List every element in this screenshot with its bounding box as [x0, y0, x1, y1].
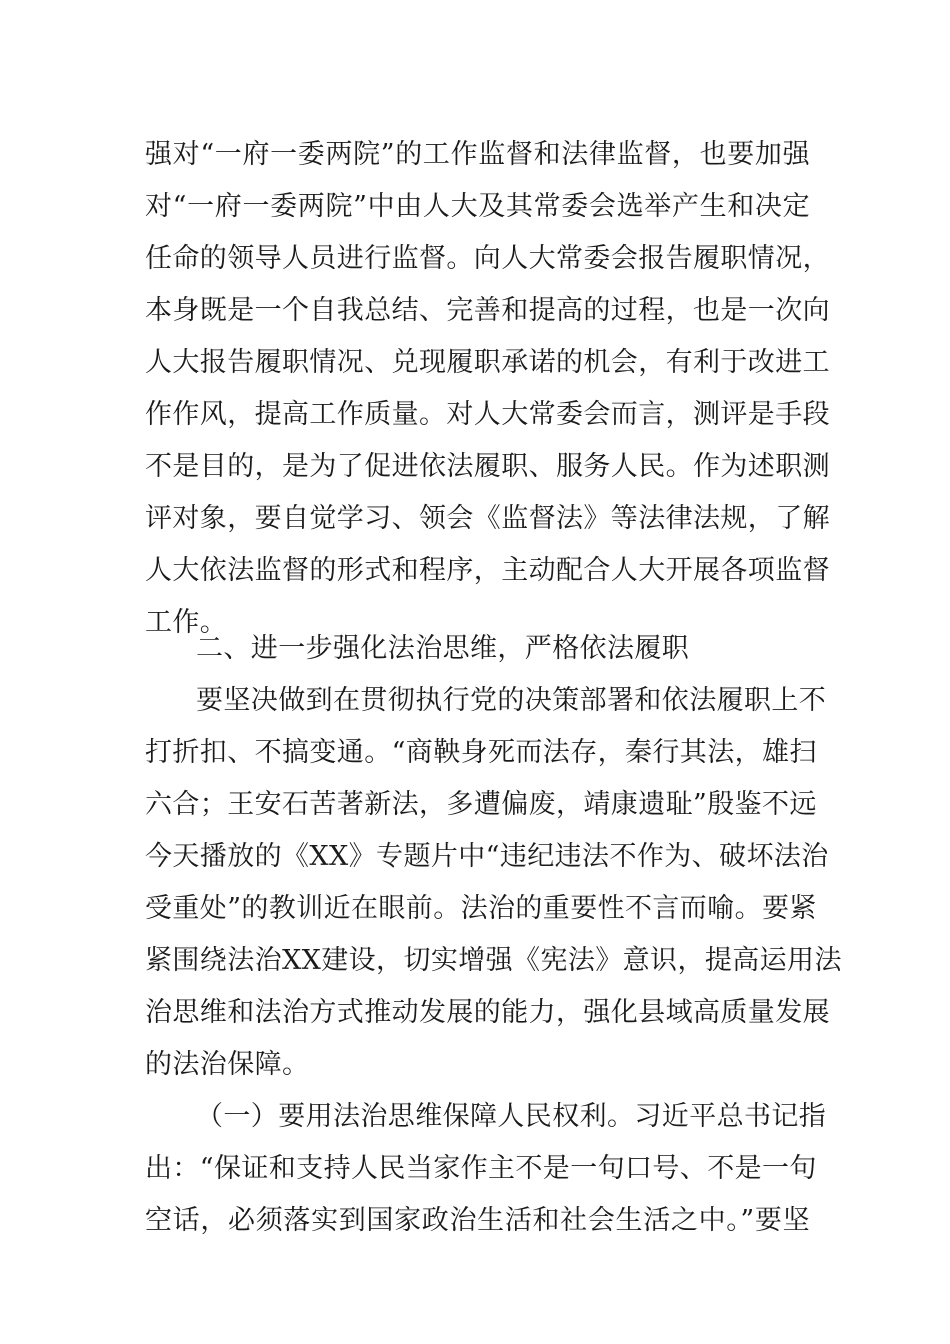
paragraph-line: 治思维和法治方式推动发展的能力，强化县域高质量发展	[145, 997, 830, 1028]
paragraph-line: 打折扣、不搞变通。“商鞅身死而法存，秦行其法，雄扫	[145, 737, 817, 768]
paragraph-line: 工作。	[145, 607, 228, 638]
paragraph-line: 任命的领导人员进行监督。向人大常委会报告履职情况，	[145, 243, 830, 274]
paragraph-line: 人大依法监督的形式和程序，主动配合人大开展各项监督	[145, 555, 830, 586]
paragraph-line: 人大报告履职情况、兑现履职承诺的机会，有利于改进工	[145, 347, 830, 378]
paragraph-line: 空话，必须落实到国家政治生活和社会生活之中。”要坚	[145, 1205, 810, 1236]
section-heading: 二、进一步强化法治思维，严格依法履职	[196, 633, 690, 664]
paragraph-line: 强对“一府一委两院”的工作监督和法律监督，也要加强	[145, 139, 810, 170]
paragraph-line: 的法治保障。	[145, 1049, 310, 1080]
paragraph-line: 作作风，提高工作质量。对人大常委会而言，测评是手段	[145, 399, 830, 430]
subsection-line: （一）要用法治思维保障人民权利。习近平总书记指	[196, 1101, 827, 1132]
paragraph-line: 今天播放的《XX》专题片中“违纪违法不作为、破坏法治	[145, 841, 829, 872]
paragraph-line: 不是目的，是为了促进依法履职、服务人民。作为述职测	[145, 451, 830, 482]
paragraph-line: 六合；王安石苦著新法，多遭偏废，靖康遗耻”殷鉴不远	[145, 789, 817, 820]
paragraph-line: 出：“保证和支持人民当家作主不是一句口号、不是一句	[145, 1153, 817, 1184]
paragraph-line: 评对象，要自觉学习、领会《监督法》等法律法规，了解	[145, 503, 830, 534]
paragraph-line: 本身既是一个自我总结、完善和提高的过程，也是一次向	[145, 295, 830, 326]
paragraph-line: 要坚决做到在贯彻执行党的决策部署和依法履职上不	[196, 685, 827, 716]
paragraph-line: 对“一府一委两院”中由人大及其常委会选举产生和决定	[145, 191, 810, 222]
paragraph-line: 受重处”的教训近在眼前。法治的重要性不言而喻。要紧	[145, 893, 817, 924]
paragraph-line: 紧围绕法治XX建设，切实增强《宪法》意识，提高运用法	[145, 945, 842, 976]
